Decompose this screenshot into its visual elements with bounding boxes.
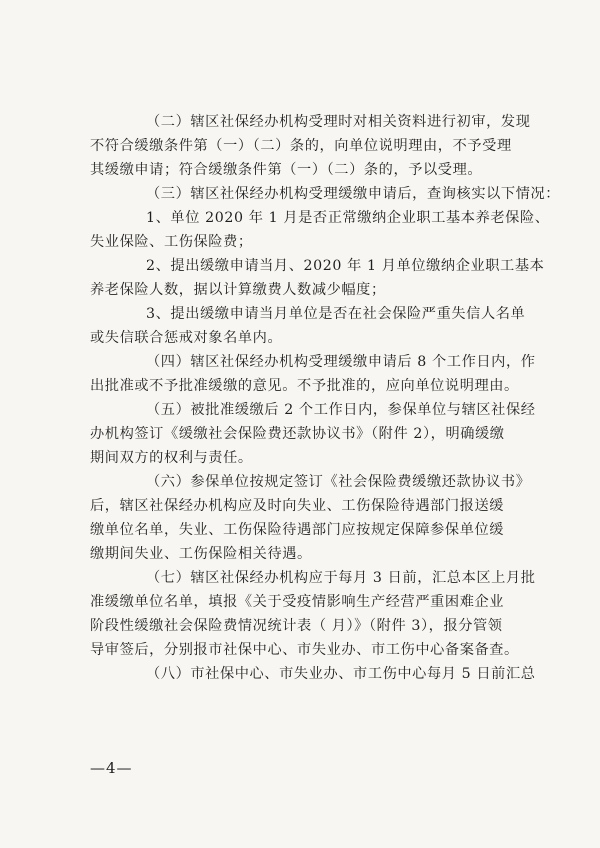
- text-line: 1、单位 2020 年 1 月是否正常缴纳企业职工基本养老保险、: [146, 210, 550, 226]
- paragraph-item-3: [90, 302, 535, 350]
- text-line: 缴期间失业、工伤保险相关待遇。: [90, 546, 312, 562]
- paragraph-review: [90, 110, 535, 182]
- text-line: 出批准或不予批准缓缴的意见。不予批准的，应向单位说明理由。: [90, 378, 519, 394]
- text-line: 2、提出缓缴申请当月、2020 年 1 月单位缴纳企业职工基本: [146, 258, 545, 274]
- text-line: （二）辖区社保经办机构受理时对相关资料进行初审，发现: [146, 114, 531, 130]
- document-body: [90, 110, 561, 686]
- paragraph-item-2: [90, 254, 545, 302]
- text-line: 期间双方的权利与责任。: [90, 450, 253, 466]
- text-line: （三）辖区社保经办机构受理缓缴申请后，查询核实以下情况：: [146, 186, 561, 202]
- text-line: 不符合缓缴条件第（一）（二）条的，向单位说明理由，不予受理: [90, 138, 512, 154]
- paragraph-monthly-summary: [90, 566, 535, 662]
- text-line: 其缓缴申请；符合缓缴条件第（一）（二）条的，予以受理。: [90, 162, 483, 178]
- paragraph-item-1: [90, 206, 550, 254]
- text-line: （七）辖区社保经办机构应于每月 3 日前，汇总本区上月批: [146, 570, 536, 586]
- text-line: 阶段性缓缴社会保险费情况统计表（ 月）》（附件 3），报分管领: [90, 618, 503, 634]
- text-line: 导审签后，分别报市社保中心、市失业办、市工伤中心备案备查。: [90, 642, 519, 658]
- text-line: 缴单位名单，失业、工伤保险待遇部门应按规定保障参保单位缓: [90, 522, 505, 538]
- text-line: 养老保险人数，据以计算缴费人数减少幅度；: [90, 282, 386, 298]
- text-line: （八）市社保中心、市失业办、市工伤中心每月 5 日前汇总: [146, 666, 536, 682]
- text-line: 或失信联合惩戒对象名单内。: [90, 330, 283, 346]
- paragraph-city-summary: [90, 662, 535, 686]
- paragraph-verify: [90, 182, 561, 206]
- text-line: 准缓缴单位名单，填报《关于受疫情影响生产经营严重困难企业: [90, 594, 505, 610]
- text-line: 后，辖区社保经办机构应及时向失业、工伤保险待遇部门报送缓: [90, 498, 505, 514]
- text-line: （六）参保单位按规定签订《社会保险费缓缴还款协议书》: [146, 474, 531, 490]
- text-line: （四）辖区社保经办机构受理缓缴申请后 8 个工作日内，作: [146, 354, 536, 370]
- text-line: （五）被批准缓缴后 2 个工作日内，参保单位与辖区社保经: [146, 402, 536, 418]
- paragraph-approval: [90, 350, 535, 398]
- paragraph-agreement: [90, 398, 535, 470]
- text-line: 3、提出缓缴申请当月单位是否在社会保险严重失信人名单: [146, 306, 526, 322]
- text-line: 办机构签订《缓缴社会保险费还款协议书》（附件 2），明确缓缴: [90, 426, 505, 442]
- text-line: 失业保险、工伤保险费；: [90, 234, 253, 250]
- page-number: —4—: [90, 759, 133, 777]
- paragraph-report-list: [90, 470, 535, 566]
